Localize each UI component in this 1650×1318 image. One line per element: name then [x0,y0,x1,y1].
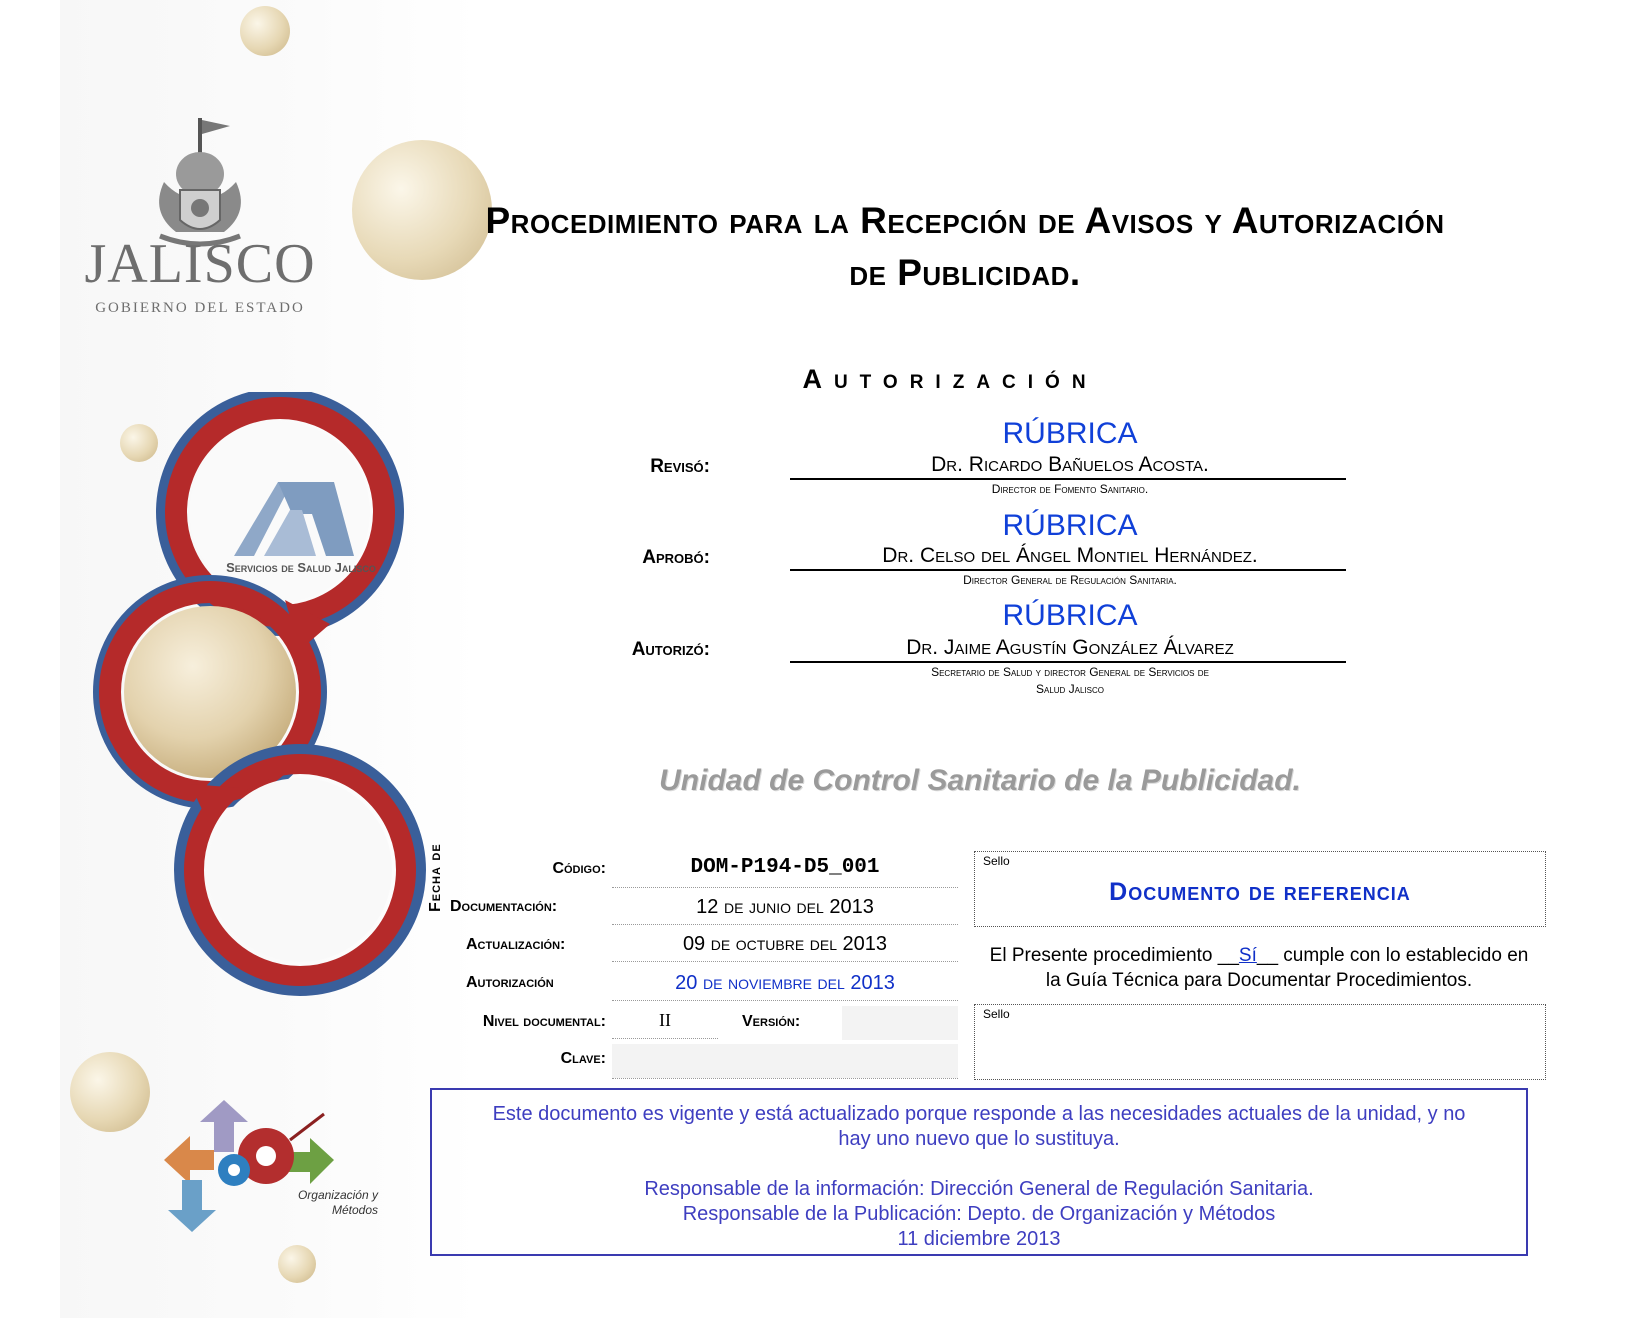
table-divider [612,1078,958,1079]
nivel-documental-label: Nivel documental: [482,1013,606,1030]
sello-label: Sello [983,1007,1010,1021]
documentacion-value: 12 de junio del 2013 [696,896,874,918]
compliance-prefix: El Presente procedimiento __ [989,945,1239,966]
ssj-logo-icon [234,464,354,560]
signer-name: Dr. Ricardo Bañuelos Acosta. [931,453,1209,476]
notice-line-2: hay uno nuevo que lo sustituya. [838,1128,1120,1150]
compliance-line-2: la Guía Técnica para Documentar Procedimientos. [1045,970,1473,991]
clave-label: Clave: [560,1050,606,1067]
table-divider [612,887,958,888]
signature-line [790,478,1346,480]
signer-position: Director General de Regulación Sanitaria. [963,573,1177,587]
signer-position: Secretario de Salud y director General de Servicios de [931,665,1209,679]
decorative-pearl [70,1052,150,1132]
signature-rubrica: RÚBRICA [1002,417,1138,450]
compliance-statement [974,943,1544,993]
codigo-label: Código: [552,860,606,877]
signature-line [790,569,1346,571]
reference-document-title: Documento de referencia [1109,878,1411,906]
table-divider [612,1038,718,1039]
jalisco-subtitle: GOBIERNO DEL ESTADO [95,300,305,316]
title-line-2: de Publicidad. [849,252,1081,293]
compliance-suffix: __ cumple con lo establecido en [1256,945,1529,966]
ssj-label: Servicios de Salud Jalisco [226,560,376,575]
signature-line [790,661,1346,663]
nivel-documental-value: II [659,1010,671,1030]
table-divider [612,924,958,925]
notice-line-5: 11 diciembre 2013 [897,1228,1061,1250]
table-divider [612,1000,958,1001]
jalisco-logo [80,112,320,332]
organization-methods-label: Organización y Métodos [297,1188,378,1217]
coat-of-arms-icon [80,112,320,252]
clave-value [612,1044,958,1078]
stamp-box [974,1004,1546,1080]
actualizacion-label: Actualización: [466,936,566,953]
decorative-pearl [240,6,290,56]
version-label: Versión: [742,1013,801,1030]
authorization-heading: Autorización [802,364,1098,394]
notice-line-3: Responsable de la información: Dirección General de Regulación Sanitaria. [644,1178,1314,1200]
compliance-answer: Sí [1238,945,1257,966]
signer-role: Aprobó: [642,547,710,568]
reference-stamp-box [974,851,1546,927]
actualizacion-value: 09 de octubre del 2013 [682,933,888,955]
signer-position-line-2: Salud Jalisco [1035,682,1105,696]
documentacion-label: Documentación: [450,898,558,915]
notice-line-1: Este documento es vigente y está actualizado porque responde a las necesidades actuales de la unidad, y no [492,1103,1466,1125]
version-value [842,1006,958,1040]
autorizacion-label: Autorización [466,974,554,991]
compliance-line-1 [974,943,1544,968]
decorative-pearl [278,1245,316,1283]
signer-position: Director de Fomento Sanitario. [991,482,1149,496]
signer-role: Autorizó: [631,639,710,660]
signer-name: Dr. Celso del Ángel Montiel Hernández. [882,544,1258,567]
jalisco-wordmark: JALISCO [84,233,316,295]
validity-notice [430,1088,1528,1256]
fecha-de-label: Fecha de [427,843,444,912]
unit-name: Unidad de Control Sanitario de la Publicidad. [659,764,1301,797]
table-divider [612,961,958,962]
signer-role: Revisó: [650,456,710,477]
autorizacion-value: 20 de noviembre del 2013 [675,972,895,994]
notice-line-4: Responsable de la Publicación: Depto. de Organización y Métodos [682,1203,1276,1225]
codigo-value: DOM-P194-D5_001 [690,856,880,879]
title-line-1: Procedimiento para la Recepción de Avisos y Autorización [485,200,1445,241]
signature-rubrica: RÚBRICA [1002,509,1138,542]
sello-label: Sello [983,854,1010,868]
document-title [370,195,1560,299]
signer-name: Dr. Jaime Agustín González Álvarez [906,636,1234,659]
signature-rubrica: RÚBRICA [1002,599,1138,632]
